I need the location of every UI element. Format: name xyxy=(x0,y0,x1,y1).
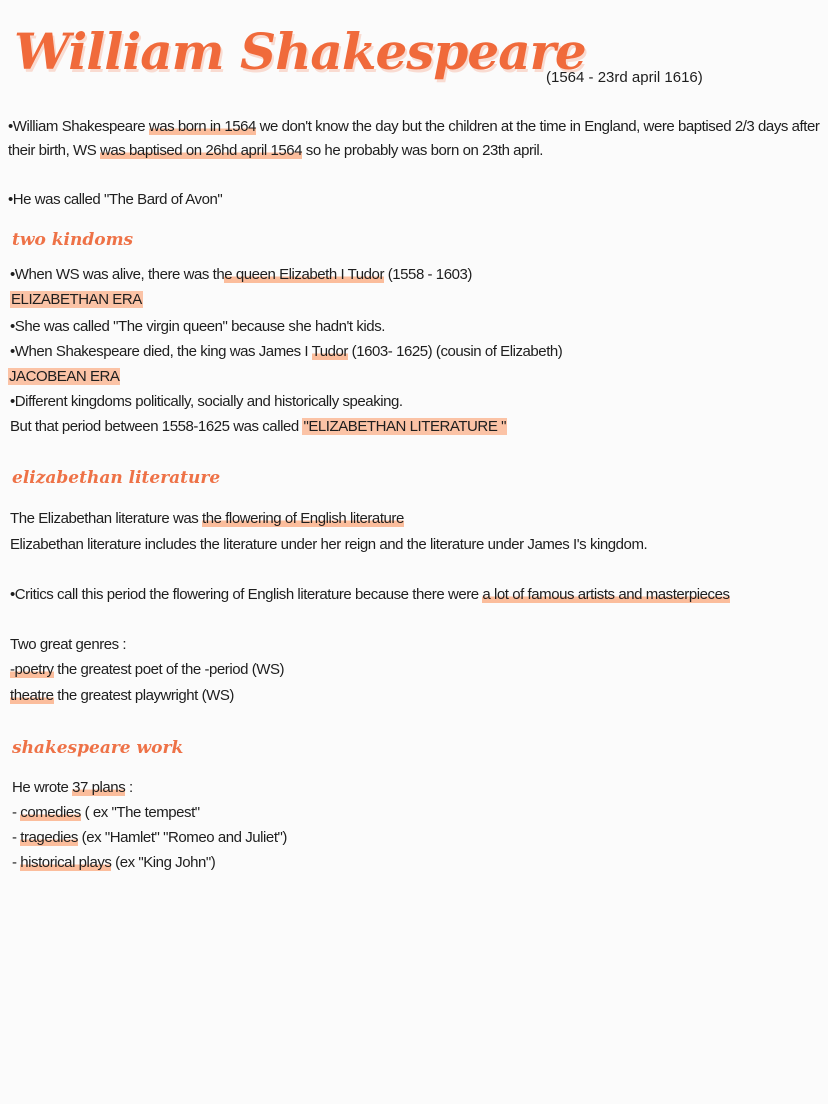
text: we don't know the day but the children at the time in England, were baptised 2/3 days after xyxy=(255,118,820,135)
kingdoms-line-4: •Different kingdoms politically, socially and historically speaking. xyxy=(10,393,403,410)
text: He wrote xyxy=(12,779,73,796)
genre-poetry xyxy=(10,661,284,679)
text: : xyxy=(125,779,133,796)
text: (1558 - 1603) xyxy=(384,266,472,283)
text: •William Shakespeare xyxy=(8,118,149,135)
text: the greatest playwright (WS) xyxy=(53,687,234,704)
highlight: historical plays xyxy=(20,854,112,871)
highlight: was baptised on 26hd april 1564 xyxy=(100,142,303,159)
life-dates: (1564 - 23rd april 1616) xyxy=(546,69,703,86)
highlight: tragedies xyxy=(20,829,78,846)
text: •When Shakespeare died, the king was James I xyxy=(10,343,312,360)
text: - xyxy=(12,804,21,821)
highlight: Tudor xyxy=(311,343,348,360)
highlight: comedies xyxy=(20,804,81,821)
intro-line-1 xyxy=(8,118,819,136)
work-comedies xyxy=(12,804,200,822)
genre-theatre xyxy=(10,687,234,705)
highlight: e queen Elizabeth I Tudor xyxy=(224,266,384,283)
page-title: William Shakespeare xyxy=(14,22,586,81)
era-label-elizabethan xyxy=(10,291,143,309)
highlight: JACOBEAN ERA xyxy=(9,368,120,385)
text: the greatest poet of the -period (WS) xyxy=(53,661,285,678)
work-historical xyxy=(12,854,215,872)
literature-line-2: Elizabethan literature includes the literature under her reign and the literature under James I's kingdom. xyxy=(10,536,648,553)
highlight: 37 plans xyxy=(72,779,126,796)
era-label-jacobean xyxy=(8,368,120,386)
text: - xyxy=(12,829,21,846)
kingdoms-line-1 xyxy=(10,266,472,284)
highlight: was born in 1564 xyxy=(148,118,256,135)
work-tragedies xyxy=(12,829,287,847)
highlight: theatre xyxy=(10,687,54,704)
kingdoms-line-2: •She was called "The virgin queen" because she hadn't kids. xyxy=(10,318,385,335)
section-heading-work: shakespeare work xyxy=(12,738,184,758)
highlight: -poetry xyxy=(10,661,54,678)
intro-line-2 xyxy=(8,142,543,160)
genres-title: Two great genres : xyxy=(10,636,127,653)
section-heading-kingdoms: two kindoms xyxy=(12,230,134,250)
literature-line-1 xyxy=(10,510,404,528)
text: (ex "Hamlet" "Romeo and Juliet") xyxy=(77,829,287,846)
text: The Elizabethan literature was xyxy=(10,510,202,527)
text: their birth, WS xyxy=(8,142,100,159)
text: •Critics call this period the flowering of English literature because there were xyxy=(10,586,483,603)
highlight: ELIZABETHAN ERA xyxy=(11,291,142,308)
bard-line: •He was called "The Bard of Avon" xyxy=(8,191,223,208)
text: so he probably was born on 23th april. xyxy=(302,142,543,159)
highlight: the flowering of English literature xyxy=(202,510,404,527)
kingdoms-line-5 xyxy=(10,418,507,436)
highlight: a lot of famous artists and masterpieces xyxy=(482,586,730,603)
text: (1603- 1625) (cousin of Elizabeth) xyxy=(347,343,563,360)
kingdoms-line-3 xyxy=(10,343,562,361)
text: •When WS was alive, there was th xyxy=(10,266,225,283)
text: But that period between 1558-1625 was called xyxy=(10,418,303,435)
text: - xyxy=(12,854,21,871)
highlight: "ELIZABETHAN LITERATURE " xyxy=(303,418,506,435)
text: ( ex "The tempest" xyxy=(80,804,200,821)
work-intro xyxy=(12,779,133,797)
literature-line-3 xyxy=(10,586,730,604)
section-heading-literature: elizabethan literature xyxy=(12,468,221,488)
text: (ex "King John") xyxy=(111,854,216,871)
